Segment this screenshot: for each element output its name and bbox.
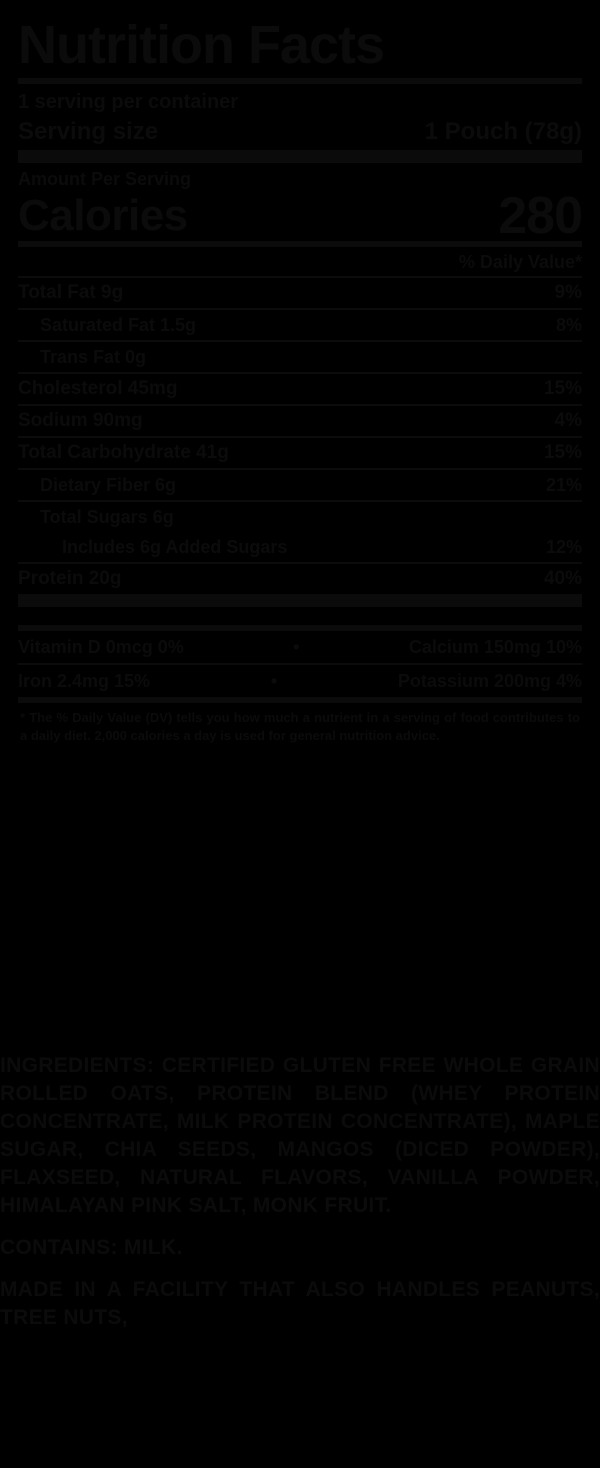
- allergen-warning: MADE IN A FACILITY THAT ALSO HANDLES PEANUTS, TREE NUTS,: [0, 1278, 600, 1329]
- nutrient-name: Sodium 90mg: [18, 410, 143, 431]
- vitamin-left: Iron 2.4mg 15%: [18, 671, 151, 691]
- table-row: [18, 342, 582, 372]
- table-row: [18, 374, 582, 404]
- table-row: [18, 310, 582, 340]
- nutrient-name: Total Carbohydrate 41g: [18, 442, 229, 463]
- vitamin-left: Vitamin D 0mcg 0%: [18, 637, 184, 657]
- nutrient-name: Trans Fat 0g: [40, 347, 147, 367]
- vitamin-row: [18, 631, 582, 663]
- ingredients-list: INGREDIENTS: CERTIFIED GLUTEN FREE WHOLE GRAIN ROLLED OATS, PROTEIN BLEND (WHEY PROTEIN CONCENTRATE, MILK PROTEIN CONCENTRATE), MAPLE SUGAR, CHIA SEEDS, MANGOS (DICED POWDER), FLAXSEED, NATURAL FLAVORS, VANILLA POWDER, HIMALAYAN PINK SALT, MONK FRUIT.: [0, 1054, 600, 1217]
- nutrient-name: Total Sugars 6g: [40, 507, 174, 527]
- nutrient-dv: 4%: [554, 410, 582, 431]
- serving-size-value: 1 Pouch (78g): [424, 118, 582, 145]
- nutrient-dv: 15%: [543, 442, 582, 463]
- nutrient-name: Includes 6g Added Sugars: [62, 537, 288, 557]
- nutrient-dv: 12%: [545, 537, 582, 557]
- servings-per-container: 1 serving per container: [18, 91, 239, 113]
- nutrient-name: Total Fat 9g: [18, 282, 124, 303]
- nutrient-dv: 21%: [545, 475, 582, 495]
- vitamin-row: [18, 665, 582, 697]
- table-row: [18, 406, 582, 436]
- table-row: [18, 278, 582, 308]
- vitamin-right: Calcium 150mg 10%: [408, 637, 582, 657]
- nutrient-name: Dietary Fiber 6g: [40, 475, 177, 495]
- calories-label: Calories: [18, 191, 188, 240]
- serving-size-label: Serving size: [18, 118, 159, 145]
- table-row: [18, 564, 582, 594]
- nutrient-dv: 15%: [543, 378, 582, 399]
- amount-per-serving: Amount Per Serving: [18, 169, 192, 189]
- daily-value-header: % Daily Value*: [458, 252, 582, 272]
- divider-thick-2: [18, 594, 582, 607]
- nutrient-name: Protein 20g: [18, 568, 122, 589]
- table-row: [18, 532, 582, 562]
- bullet-separator-icon: •: [270, 671, 278, 691]
- nutrient-dv: 40%: [543, 568, 582, 589]
- bullet-separator-icon: •: [293, 637, 300, 657]
- spacer: [18, 607, 582, 625]
- nutrient-dv: 9%: [554, 282, 582, 303]
- nutrient-name: Cholesterol 45mg: [18, 378, 178, 399]
- calories-row: [18, 187, 582, 245]
- nutrition-facts-block: [18, 14, 582, 749]
- divider-thick-1: [18, 150, 582, 163]
- vitamin-right: Potassium 200mg 4%: [397, 671, 582, 691]
- calories-value: 280: [498, 187, 582, 245]
- nutrient-dv: 8%: [555, 315, 582, 335]
- daily-value-footnote: * The % Daily Value (DV) tells you how much a nutrient in a serving of food contributes to a daily diet. 2,000 calories a day is used for general nutrition advice.: [20, 710, 580, 743]
- page-title: Nutrition Facts: [18, 15, 385, 75]
- table-row: [18, 438, 582, 468]
- serving-size-row: [18, 116, 582, 150]
- nutrient-name: Saturated Fat 1.5g: [40, 315, 197, 335]
- ingredients-block: [0, 1052, 600, 1346]
- table-row: [18, 502, 582, 532]
- table-row: [18, 470, 582, 500]
- contains-statement: CONTAINS: MILK.: [0, 1236, 183, 1259]
